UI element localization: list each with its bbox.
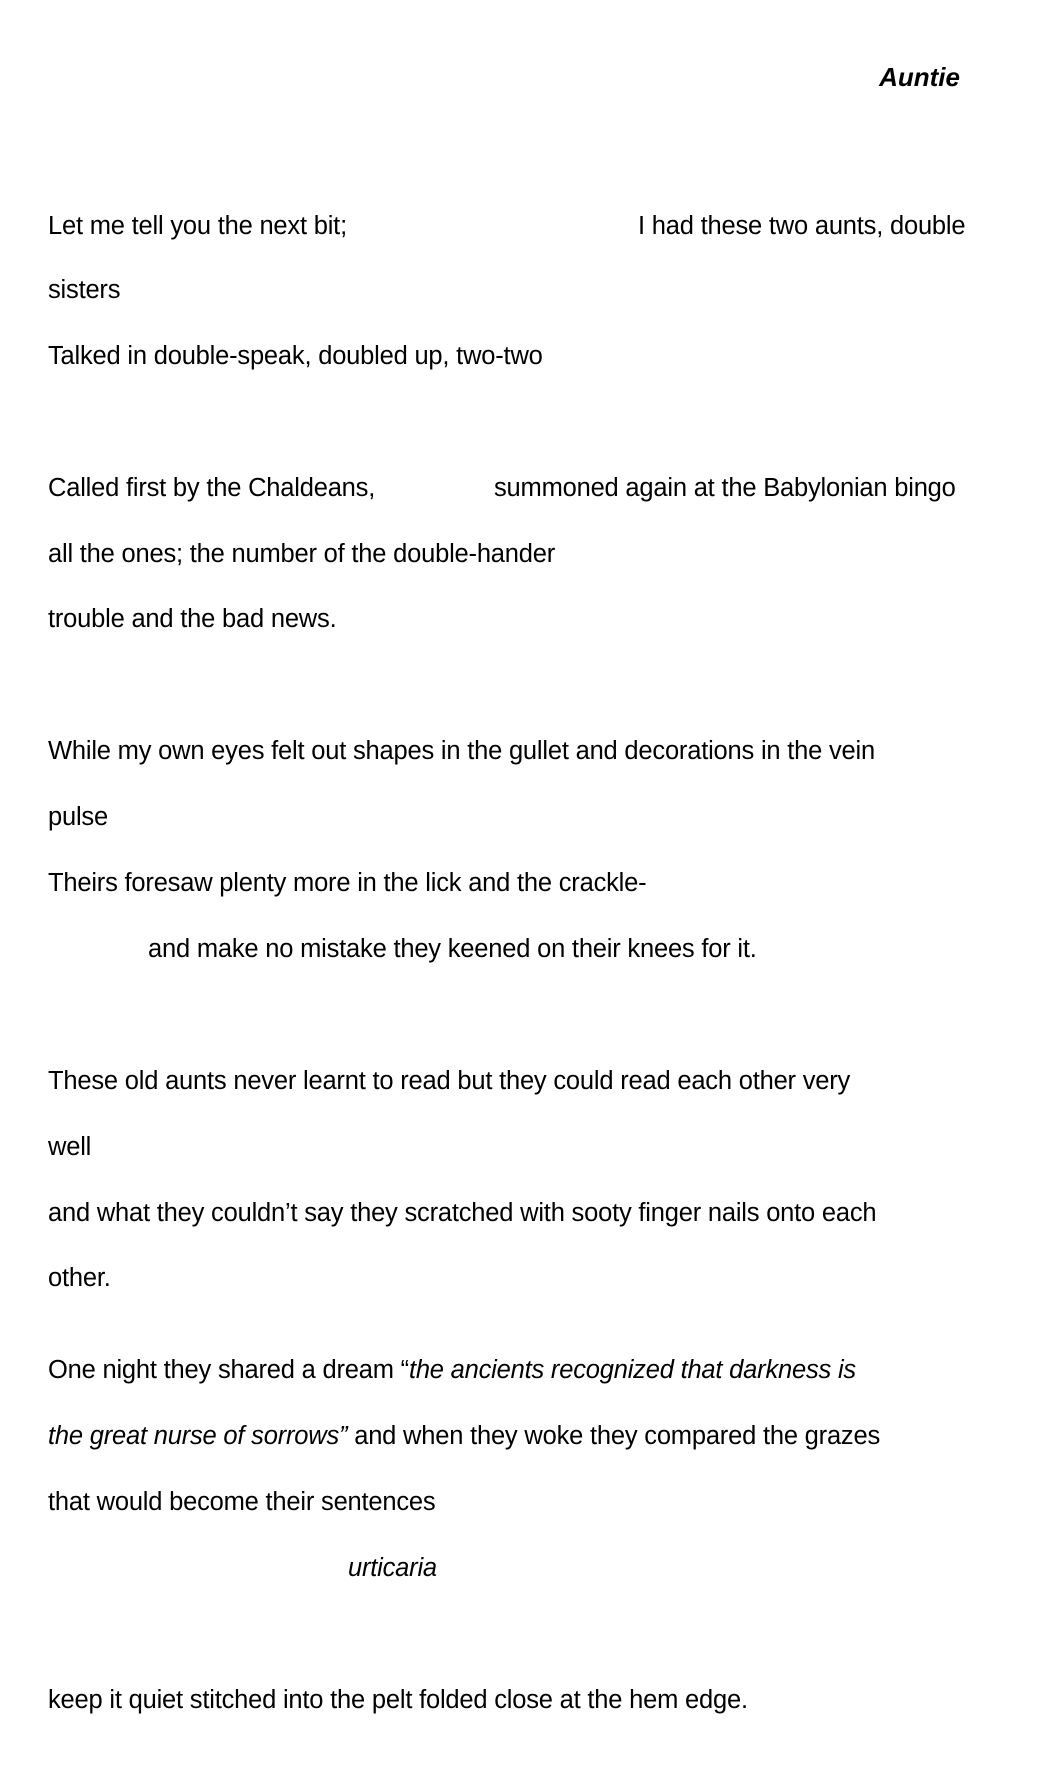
line-4-part-b: summoned again at the Babylonian bingo	[494, 474, 956, 502]
line-16	[48, 1420, 880, 1452]
line-1-part-a: Let me tell you the next bit;	[48, 212, 347, 240]
line-12: well	[48, 1133, 92, 1161]
line-16-quote: the great nurse of sorrows”	[48, 1422, 348, 1450]
poem-title: Auntie	[879, 62, 960, 92]
line-15-part-a: One night they shared a dream “	[48, 1356, 409, 1384]
line-3: Talked in double-speak, doubled up, two-two	[48, 342, 543, 370]
line-1	[48, 210, 966, 242]
line-13: and what they couldn’t say they scratched with sooty finger nails onto each	[48, 1199, 877, 1227]
line-4-part-a: Called first by the Chaldeans,	[48, 474, 376, 502]
line-18-urticaria: urticaria	[348, 1554, 437, 1582]
line-19: keep it quiet stitched into the pelt folded close at the hem edge.	[48, 1686, 748, 1714]
line-15-quote: the ancients recognized that darkness is	[408, 1356, 856, 1384]
line-4	[48, 472, 956, 504]
line-8: pulse	[48, 803, 108, 831]
line-2: sisters	[48, 276, 121, 304]
line-9: Theirs foresaw plenty more in the lick and the crackle-	[48, 869, 647, 897]
line-7: While my own eyes felt out shapes in the gullet and decorations in the vein	[48, 737, 875, 765]
line-1-part-b: I had these two aunts, double	[638, 212, 966, 240]
line-5: all the ones; the number of the double-hander	[48, 540, 556, 568]
line-14: other.	[48, 1264, 111, 1292]
line-16-part-b: and when they woke they compared the grazes	[347, 1422, 881, 1450]
line-17: that would become their sentences	[48, 1488, 436, 1516]
line-11: These old aunts never learnt to read but they could read each other very	[48, 1067, 851, 1095]
line-10: and make no mistake they keened on their knees for it.	[148, 935, 757, 963]
line-6: trouble and the bad news.	[48, 605, 337, 633]
line-15	[48, 1354, 856, 1386]
